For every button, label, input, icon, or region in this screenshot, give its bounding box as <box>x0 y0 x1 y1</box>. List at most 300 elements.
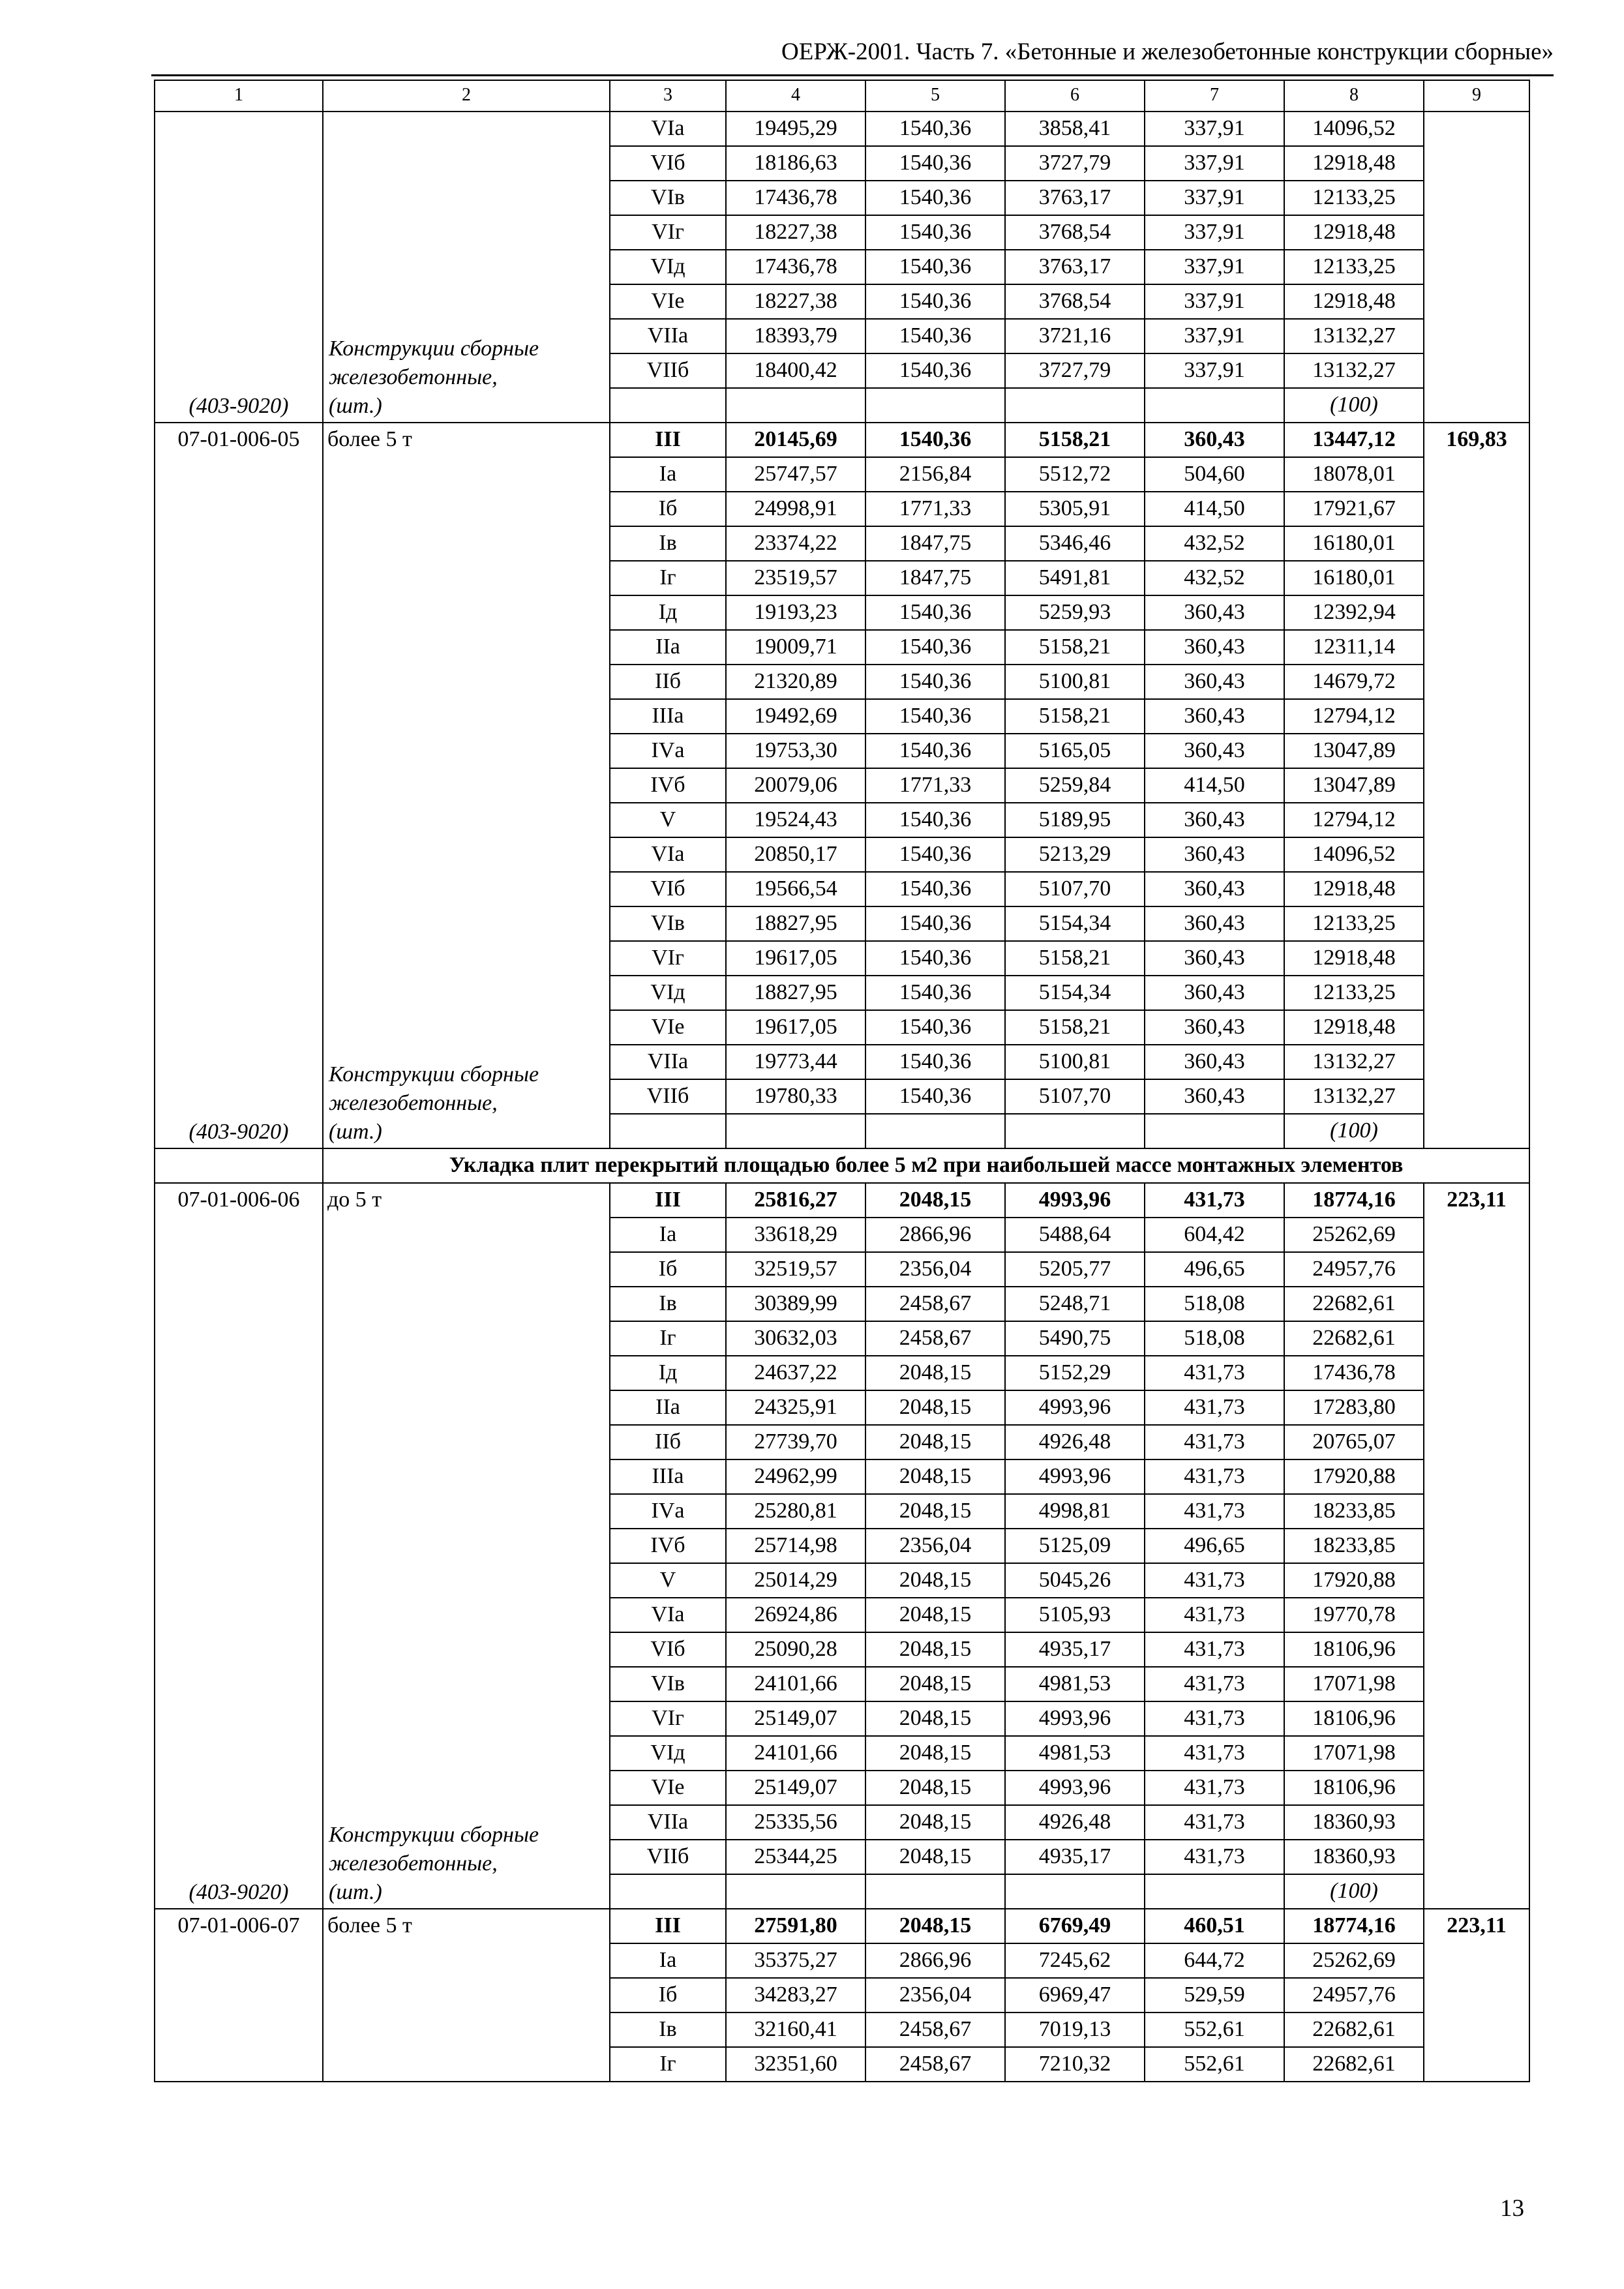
zone-cell: Iг <box>610 1321 726 1356</box>
zone-cell: Iб <box>610 1978 726 2012</box>
value-cell: 12918,48 <box>1284 284 1424 319</box>
zone-cell: VIе <box>610 1771 726 1805</box>
value-cell: 35375,27 <box>726 1943 865 1978</box>
value-cell: 337,91 <box>1145 353 1284 388</box>
value-cell: 2458,67 <box>865 1287 1005 1321</box>
value-cell: 1540,36 <box>865 181 1005 215</box>
value-cell: 5213,29 <box>1005 837 1145 872</box>
table-row <box>155 423 1529 457</box>
value-cell: 32351,60 <box>726 2047 865 2082</box>
table-row <box>155 1183 1529 1218</box>
value-cell: 4981,53 <box>1005 1667 1145 1701</box>
value-cell: 2048,15 <box>865 1425 1005 1459</box>
value-cell: 17436,78 <box>726 250 865 284</box>
value-cell: 2356,04 <box>865 1978 1005 2012</box>
work-name-cell: более 5 т <box>323 1909 610 2082</box>
value-cell: 3727,79 <box>1005 353 1145 388</box>
value-cell: 18774,16 <box>1284 1183 1424 1218</box>
value-cell: 1540,36 <box>865 906 1005 941</box>
zone-cell: Iд <box>610 595 726 630</box>
rate-code-cell <box>155 423 323 1148</box>
value-cell: 4993,96 <box>1005 1390 1145 1425</box>
value-cell: 2458,67 <box>865 2047 1005 2082</box>
zone-cell: III <box>610 1183 726 1218</box>
value-cell: 3858,41 <box>1005 112 1145 146</box>
value-cell: 32160,41 <box>726 2012 865 2047</box>
value-cell: 5488,64 <box>1005 1218 1145 1252</box>
value-cell: 5165,05 <box>1005 734 1145 768</box>
value-cell: 552,61 <box>1145 2012 1284 2047</box>
value-cell: 360,43 <box>1145 1045 1284 1079</box>
value-cell: 1540,36 <box>865 665 1005 699</box>
value-cell: 18227,38 <box>726 284 865 319</box>
value-cell: 2048,15 <box>865 1494 1005 1529</box>
value-cell: 360,43 <box>1145 976 1284 1010</box>
zone-cell: IVб <box>610 768 726 803</box>
zone-cell: Iб <box>610 492 726 526</box>
value-cell: 337,91 <box>1145 181 1284 215</box>
value-cell: 1540,36 <box>865 699 1005 734</box>
zone-cell: Iа <box>610 1218 726 1252</box>
value-cell: 360,43 <box>1145 734 1284 768</box>
value-cell: 2048,15 <box>865 1563 1005 1598</box>
value-cell: 337,91 <box>1145 146 1284 181</box>
value-cell: 4993,96 <box>1005 1701 1145 1736</box>
value-cell: 1540,36 <box>865 595 1005 630</box>
value-cell: 6969,47 <box>1005 1978 1145 2012</box>
value-cell: 1540,36 <box>865 319 1005 353</box>
value-cell: 360,43 <box>1145 941 1284 976</box>
value-cell: 25149,07 <box>726 1701 865 1736</box>
value-cell: 17436,78 <box>726 181 865 215</box>
empty-cell <box>1005 388 1145 423</box>
zone-cell: VIг <box>610 215 726 250</box>
value-cell: 1540,36 <box>865 1010 1005 1045</box>
value-cell: 1540,36 <box>865 630 1005 665</box>
value-cell: 24325,91 <box>726 1390 865 1425</box>
zone-cell: IVа <box>610 1494 726 1529</box>
value-cell: 431,73 <box>1145 1701 1284 1736</box>
value-cell: 17071,98 <box>1284 1667 1424 1701</box>
value-cell: 19770,78 <box>1284 1598 1424 1632</box>
rate-code-cell: 07-01-006-07 <box>155 1909 323 2082</box>
zone-cell: IIIа <box>610 1459 726 1494</box>
value-cell: 18106,96 <box>1284 1632 1424 1667</box>
value-cell: 5158,21 <box>1005 1010 1145 1045</box>
value-cell: 27739,70 <box>726 1425 865 1459</box>
value-cell: 18827,95 <box>726 906 865 941</box>
labor-total-cell: 223,11 <box>1424 1909 1529 2082</box>
value-cell: 2048,15 <box>865 1805 1005 1840</box>
empty-cell <box>1005 1114 1145 1148</box>
empty-cell <box>865 1114 1005 1148</box>
value-cell: 1540,36 <box>865 1045 1005 1079</box>
empty-cell <box>1005 1874 1145 1909</box>
value-cell: 25090,28 <box>726 1632 865 1667</box>
value-cell: 4926,48 <box>1005 1425 1145 1459</box>
value-cell: 529,59 <box>1145 1978 1284 2012</box>
value-cell: 13132,27 <box>1284 1045 1424 1079</box>
value-cell: 4993,96 <box>1005 1459 1145 1494</box>
value-cell: 414,50 <box>1145 492 1284 526</box>
value-cell: 12392,94 <box>1284 595 1424 630</box>
value-cell: 360,43 <box>1145 837 1284 872</box>
work-name-cell <box>323 112 610 423</box>
zone-cell: IVа <box>610 734 726 768</box>
value-cell: 431,73 <box>1145 1563 1284 1598</box>
column-number-cell: 6 <box>1005 80 1145 112</box>
value-cell: 13132,27 <box>1284 1079 1424 1114</box>
zone-cell: VIг <box>610 1701 726 1736</box>
value-cell: 16180,01 <box>1284 526 1424 561</box>
value-cell: 14096,52 <box>1284 837 1424 872</box>
column-number-cell: 1 <box>155 80 323 112</box>
value-cell: 12918,48 <box>1284 146 1424 181</box>
zone-cell: Iв <box>610 2012 726 2047</box>
value-cell: 4935,17 <box>1005 1632 1145 1667</box>
table-row <box>155 112 1529 146</box>
value-cell: 18078,01 <box>1284 457 1424 492</box>
value-cell: 360,43 <box>1145 665 1284 699</box>
value-cell: 2048,15 <box>865 1701 1005 1736</box>
zone-cell: V <box>610 1563 726 1598</box>
zone-cell: Iг <box>610 561 726 595</box>
value-cell: 2048,15 <box>865 1183 1005 1218</box>
value-cell: 431,73 <box>1145 1771 1284 1805</box>
value-cell: 5158,21 <box>1005 630 1145 665</box>
empty-cell <box>865 388 1005 423</box>
zone-cell: III <box>610 1909 726 1943</box>
value-cell: 20145,69 <box>726 423 865 457</box>
empty-cell <box>865 1874 1005 1909</box>
labor-total-cell: 223,11 <box>1424 1183 1529 1909</box>
value-cell: 518,08 <box>1145 1287 1284 1321</box>
value-cell: 18227,38 <box>726 215 865 250</box>
value-cell: 3727,79 <box>1005 146 1145 181</box>
value-cell: 12133,25 <box>1284 181 1424 215</box>
work-name-cell <box>323 1183 610 1909</box>
value-cell: 496,65 <box>1145 1529 1284 1563</box>
value-cell: 1540,36 <box>865 146 1005 181</box>
value-cell: 25714,98 <box>726 1529 865 1563</box>
value-cell: 518,08 <box>1145 1321 1284 1356</box>
section-heading-row <box>155 1148 1529 1183</box>
value-cell: 22682,61 <box>1284 2047 1424 2082</box>
column-number-cell: 9 <box>1424 80 1529 112</box>
rate-code: 07-01-006-05 <box>177 427 300 451</box>
value-cell: 337,91 <box>1145 215 1284 250</box>
zone-cell: III <box>610 423 726 457</box>
value-cell: 24101,66 <box>726 1667 865 1701</box>
empty-cell <box>1145 1874 1284 1909</box>
value-cell: 1540,36 <box>865 976 1005 1010</box>
value-cell: 431,73 <box>1145 1632 1284 1667</box>
value-cell: 1771,33 <box>865 492 1005 526</box>
value-cell: 5248,71 <box>1005 1287 1145 1321</box>
value-cell: 431,73 <box>1145 1494 1284 1529</box>
material-name: Конструкции сборные железобетонные, (шт.) <box>329 1062 539 1144</box>
zone-cell: VIа <box>610 1598 726 1632</box>
zone-cell: VIб <box>610 872 726 906</box>
value-cell: 1847,75 <box>865 561 1005 595</box>
zone-cell: IIа <box>610 630 726 665</box>
zone-cell: IVб <box>610 1529 726 1563</box>
zone-cell: IIIа <box>610 699 726 734</box>
value-cell: 17920,88 <box>1284 1563 1424 1598</box>
value-cell: 5158,21 <box>1005 423 1145 457</box>
empty-cell <box>726 1114 865 1148</box>
empty-cell <box>610 1874 726 1909</box>
zone-cell: Iд <box>610 1356 726 1390</box>
value-cell: 18233,85 <box>1284 1494 1424 1529</box>
zone-cell: VIIб <box>610 1079 726 1114</box>
value-cell: 18827,95 <box>726 976 865 1010</box>
value-cell: 360,43 <box>1145 1010 1284 1045</box>
value-cell: 12311,14 <box>1284 630 1424 665</box>
value-cell: 431,73 <box>1145 1736 1284 1771</box>
value-cell: 5105,93 <box>1005 1598 1145 1632</box>
section-heading: Укладка плит перекрытий площадью более 5 м2 при наибольшей массе монтажных элементов <box>323 1148 1529 1183</box>
value-cell: 18360,93 <box>1284 1840 1424 1874</box>
value-cell: 18774,16 <box>1284 1909 1424 1943</box>
zone-cell: VIб <box>610 146 726 181</box>
value-cell: 19780,33 <box>726 1079 865 1114</box>
value-cell: 23374,22 <box>726 526 865 561</box>
value-cell: 337,91 <box>1145 250 1284 284</box>
value-cell: 2458,67 <box>865 2012 1005 2047</box>
zone-cell: IIа <box>610 1390 726 1425</box>
price-table <box>154 80 1530 2082</box>
value-cell: 5107,70 <box>1005 1079 1145 1114</box>
value-cell: 27591,80 <box>726 1909 865 1943</box>
value-cell: 12133,25 <box>1284 976 1424 1010</box>
value-cell: 1540,36 <box>865 250 1005 284</box>
value-cell: 5107,70 <box>1005 872 1145 906</box>
column-number-cell: 5 <box>865 80 1005 112</box>
value-cell: 12918,48 <box>1284 941 1424 976</box>
value-cell: 5100,81 <box>1005 1045 1145 1079</box>
value-cell: 25280,81 <box>726 1494 865 1529</box>
value-cell: 504,60 <box>1145 457 1284 492</box>
value-cell: 33618,29 <box>726 1218 865 1252</box>
value-cell: 5305,91 <box>1005 492 1145 526</box>
value-cell: 1540,36 <box>865 872 1005 906</box>
value-cell: 12794,12 <box>1284 699 1424 734</box>
value-cell: 2356,04 <box>865 1252 1005 1287</box>
value-cell: 20765,07 <box>1284 1425 1424 1459</box>
value-cell: 19753,30 <box>726 734 865 768</box>
zone-cell: VIIа <box>610 319 726 353</box>
value-cell: 3721,16 <box>1005 319 1145 353</box>
value-cell: 17921,67 <box>1284 492 1424 526</box>
value-cell: 25747,57 <box>726 457 865 492</box>
value-cell: 5491,81 <box>1005 561 1145 595</box>
zone-cell: IIб <box>610 665 726 699</box>
value-cell: 5189,95 <box>1005 803 1145 837</box>
column-number-cell: 3 <box>610 80 726 112</box>
column-number-cell: 8 <box>1284 80 1424 112</box>
value-cell: 18233,85 <box>1284 1529 1424 1563</box>
value-cell: 19566,54 <box>726 872 865 906</box>
value-cell: 5205,77 <box>1005 1252 1145 1287</box>
zone-cell: VIб <box>610 1632 726 1667</box>
value-cell: 431,73 <box>1145 1356 1284 1390</box>
value-cell: 1540,36 <box>865 837 1005 872</box>
value-cell: 2048,15 <box>865 1459 1005 1494</box>
value-cell: 23519,57 <box>726 561 865 595</box>
value-cell: 5158,21 <box>1005 699 1145 734</box>
value-cell: 5158,21 <box>1005 941 1145 976</box>
value-cell: 7210,32 <box>1005 2047 1145 2082</box>
value-cell: 3768,54 <box>1005 215 1145 250</box>
labor-total-cell <box>1424 112 1529 423</box>
value-cell: 24101,66 <box>726 1736 865 1771</box>
value-cell: 432,52 <box>1145 526 1284 561</box>
value-cell: 12133,25 <box>1284 250 1424 284</box>
zone-cell: VIIб <box>610 1840 726 1874</box>
empty-cell <box>726 1874 865 1909</box>
column-number-cell: 4 <box>726 80 865 112</box>
zone-cell: VIIб <box>610 353 726 388</box>
value-cell: 4935,17 <box>1005 1840 1145 1874</box>
value-cell: 21320,89 <box>726 665 865 699</box>
value-cell: 5259,84 <box>1005 768 1145 803</box>
page-number: 13 <box>1500 2195 1524 2222</box>
value-cell: 431,73 <box>1145 1840 1284 1874</box>
value-cell: 431,73 <box>1145 1390 1284 1425</box>
value-cell: 25262,69 <box>1284 1218 1424 1252</box>
value-cell: 25014,29 <box>726 1563 865 1598</box>
value-cell: 1540,36 <box>865 353 1005 388</box>
value-cell: 1540,36 <box>865 423 1005 457</box>
zone-cell: VIIа <box>610 1045 726 1079</box>
value-cell: 360,43 <box>1145 803 1284 837</box>
value-cell: 20079,06 <box>726 768 865 803</box>
value-cell: 3763,17 <box>1005 250 1145 284</box>
rate-code-cell <box>155 1183 323 1909</box>
value-cell: 25335,56 <box>726 1805 865 1840</box>
value-cell: 13132,27 <box>1284 353 1424 388</box>
value-cell: 2356,04 <box>865 1529 1005 1563</box>
value-cell: 414,50 <box>1145 768 1284 803</box>
value-cell: 2048,15 <box>865 1771 1005 1805</box>
value-cell: 30632,03 <box>726 1321 865 1356</box>
zone-cell: VIд <box>610 250 726 284</box>
page-header-title: ОЕРЖ-2001. Часть 7. «Бетонные и железобетонные конструкции сборные» <box>781 38 1554 65</box>
section-spacer-cell <box>155 1148 323 1183</box>
value-cell: 431,73 <box>1145 1459 1284 1494</box>
value-cell: 2866,96 <box>865 1218 1005 1252</box>
value-cell: 360,43 <box>1145 423 1284 457</box>
value-cell: 19492,69 <box>726 699 865 734</box>
value-cell: 24957,76 <box>1284 1252 1424 1287</box>
zone-cell: VIа <box>610 837 726 872</box>
zone-cell: Iб <box>610 1252 726 1287</box>
column-number-row <box>155 80 1529 112</box>
column-number-cell: 7 <box>1145 80 1284 112</box>
value-cell: 19617,05 <box>726 941 865 976</box>
zone-cell: VIIа <box>610 1805 726 1840</box>
value-cell: 2048,15 <box>865 1356 1005 1390</box>
value-cell: 13047,89 <box>1284 734 1424 768</box>
value-cell: 4993,96 <box>1005 1771 1145 1805</box>
value-cell: 18186,63 <box>726 146 865 181</box>
empty-cell <box>1145 1114 1284 1148</box>
material-quantity-cell: (100) <box>1284 1114 1424 1148</box>
value-cell: 3763,17 <box>1005 181 1145 215</box>
value-cell: 1847,75 <box>865 526 1005 561</box>
material-name: Конструкции сборные железобетонные, (шт.) <box>329 1823 539 1904</box>
value-cell: 19193,23 <box>726 595 865 630</box>
value-cell: 2866,96 <box>865 1943 1005 1978</box>
value-cell: 14679,72 <box>1284 665 1424 699</box>
value-cell: 431,73 <box>1145 1183 1284 1218</box>
value-cell: 4998,81 <box>1005 1494 1145 1529</box>
value-cell: 18106,96 <box>1284 1701 1424 1736</box>
value-cell: 2048,15 <box>865 1909 1005 1943</box>
rate-code: 07-01-006-06 <box>177 1188 300 1212</box>
value-cell: 337,91 <box>1145 112 1284 146</box>
value-cell: 25344,25 <box>726 1840 865 1874</box>
value-cell: 5154,34 <box>1005 976 1145 1010</box>
material-name: Конструкции сборные железобетонные, (шт.) <box>329 337 539 418</box>
value-cell: 22682,61 <box>1284 1287 1424 1321</box>
value-cell: 337,91 <box>1145 319 1284 353</box>
zone-cell: VIв <box>610 181 726 215</box>
column-number-cell: 2 <box>323 80 610 112</box>
value-cell: 360,43 <box>1145 699 1284 734</box>
value-cell: 5045,26 <box>1005 1563 1145 1598</box>
value-cell: 4981,53 <box>1005 1736 1145 1771</box>
value-cell: 24998,91 <box>726 492 865 526</box>
value-cell: 1540,36 <box>865 941 1005 976</box>
value-cell: 13132,27 <box>1284 319 1424 353</box>
zone-cell: Iв <box>610 526 726 561</box>
empty-cell <box>1145 388 1284 423</box>
value-cell: 2048,15 <box>865 1598 1005 1632</box>
value-cell: 2048,15 <box>865 1632 1005 1667</box>
value-cell: 1540,36 <box>865 734 1005 768</box>
value-cell: 460,51 <box>1145 1909 1284 1943</box>
labor-total-cell: 169,83 <box>1424 423 1529 1148</box>
value-cell: 16180,01 <box>1284 561 1424 595</box>
value-cell: 1540,36 <box>865 284 1005 319</box>
value-cell: 12794,12 <box>1284 803 1424 837</box>
material-code: (403-9020) <box>188 1120 289 1144</box>
value-cell: 4993,96 <box>1005 1183 1145 1218</box>
value-cell: 19617,05 <box>726 1010 865 1045</box>
empty-cell <box>610 1114 726 1148</box>
value-cell: 360,43 <box>1145 872 1284 906</box>
value-cell: 432,52 <box>1145 561 1284 595</box>
value-cell: 18106,96 <box>1284 1771 1424 1805</box>
value-cell: 18360,93 <box>1284 1805 1424 1840</box>
value-cell: 13447,12 <box>1284 423 1424 457</box>
value-cell: 6769,49 <box>1005 1909 1145 1943</box>
zone-cell: Iа <box>610 457 726 492</box>
value-cell: 5512,72 <box>1005 457 1145 492</box>
zone-cell: VIе <box>610 1010 726 1045</box>
zone-cell: VIа <box>610 112 726 146</box>
value-cell: 7019,13 <box>1005 2012 1145 2047</box>
value-cell: 26924,86 <box>726 1598 865 1632</box>
work-name: более 5 т <box>327 427 412 451</box>
value-cell: 431,73 <box>1145 1598 1284 1632</box>
zone-cell: V <box>610 803 726 837</box>
value-cell: 4926,48 <box>1005 1805 1145 1840</box>
material-quantity-cell: (100) <box>1284 388 1424 423</box>
table-row <box>155 1909 1529 1943</box>
